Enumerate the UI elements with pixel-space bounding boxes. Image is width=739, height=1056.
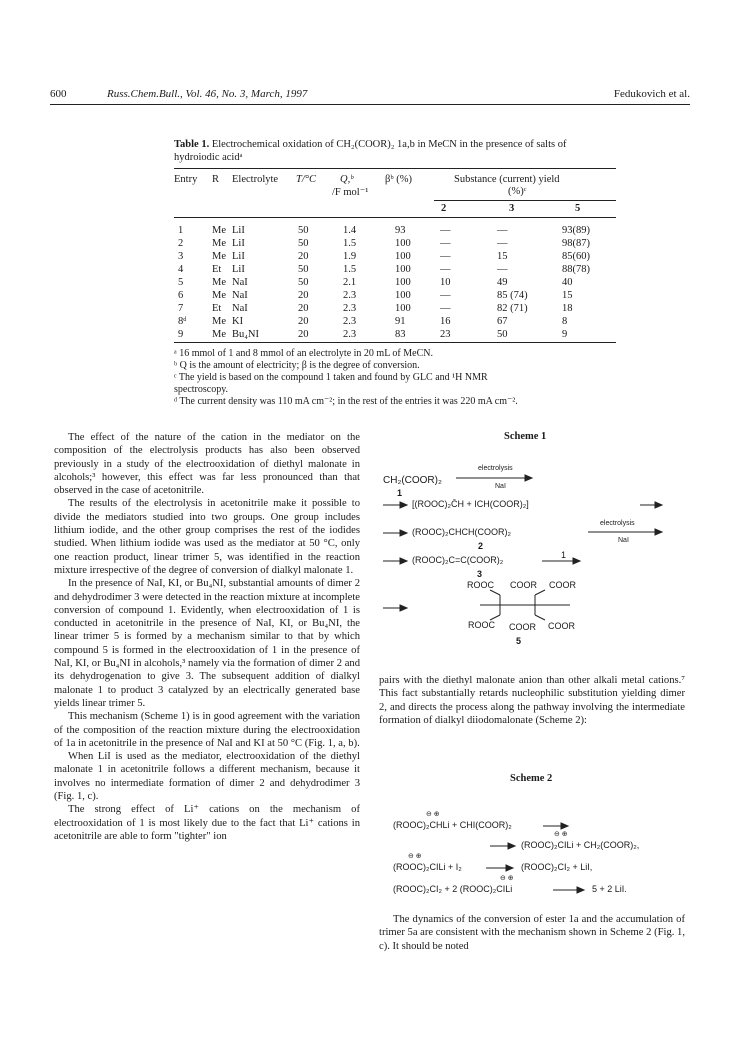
cell-r: Me [212, 251, 226, 262]
cell-entry: 7 [178, 303, 184, 314]
cell-temp: 20 [298, 316, 309, 327]
cell-entry: 1 [178, 225, 184, 236]
col-header-q-unit: /F mol⁻¹ [332, 187, 369, 198]
paragraph: The dynamics of the conversion of ester 1a and the accumulation of trimer 5a are consistent with the mechanism shown in Scheme 2 (Fig. 1, c). It should be noted [379, 914, 685, 952]
paragraph: pairs with the diethyl malonate anion than other alkali metal cations.⁷ This fact substantially retards nucleophilic substitution yielding dimer 2, and directs the process along the pathway involving the intermediate formation of dialkyl diiodomalonate (Scheme 2): [379, 675, 685, 726]
table-caption-text: Electrochemical oxidation of CH₂(COOR)₂ 1a,b in MeCN in the presence of salts of hydroiodic acidᵃ [174, 139, 567, 163]
cell-entry: 6 [178, 290, 184, 301]
cell-yield-2: — [440, 251, 451, 262]
cell-yield-5: 15 [562, 290, 573, 301]
cell-temp: 20 [298, 251, 309, 262]
cell-temp: 20 [298, 290, 309, 301]
cell-yield-3: — [497, 238, 508, 249]
scheme1-trimer-bot-right: COOR [548, 621, 575, 631]
cell-q: 2.3 [343, 290, 357, 301]
paragraph: The results of the electrolysis in acetonitrile make it possible to divide the mediators studied into two groups. One group includes lithium iodide, and the other group comprises the rest of the iodides studied. When lithium iodide was used as the mediator at 50 °C, only one reaction product, linear trimer 5, was identified in the reaction mixture irrespective of the degree of conversion of dialkyl malonate 1. [54, 498, 360, 576]
col-header-2: 2 [441, 203, 447, 214]
scheme1-label-3: 3 [477, 569, 483, 579]
scheme1-trimer-bot-left: ROOC [468, 620, 495, 630]
scheme2-line2: (ROOC)₂CILi + CH₂(COOR)₂, [521, 840, 640, 850]
table-label: Table 1. [174, 139, 210, 150]
cell-beta: 100 [395, 238, 411, 249]
footnote-b: ᵇ Q is the amount of electricity; β is the degree of conversion. [174, 360, 420, 371]
cell-entry: 2 [178, 238, 184, 249]
scheme1-step3: (ROOC)₂C=C(COOR)₂ [412, 555, 504, 565]
cell-entry: 9 [178, 329, 184, 340]
scheme2-charges-1: ⊖ ⊕ [426, 811, 440, 818]
cell-temp: 20 [298, 303, 309, 314]
cell-q: 1.4 [343, 225, 357, 236]
scheme2-charges-4: ⊖ ⊕ [500, 875, 514, 882]
cell-beta: 100 [395, 303, 411, 314]
cell-temp: 50 [298, 277, 309, 288]
cell-electrolyte: NaI [232, 303, 248, 314]
scheme2-line3b: (ROOC)₂CI₂ + LiI, [521, 862, 593, 872]
cell-yield-3: 15 [497, 251, 508, 262]
cell-r: Me [212, 277, 226, 288]
scheme1-label-5: 5 [516, 636, 522, 646]
cell-yield-2: — [440, 303, 451, 314]
footnote-d: ᵈ The current density was 110 mA cm⁻²; in the rest of the entries it was 220 mA cm⁻². [174, 396, 518, 407]
scheme1-trimer-top-mid: COOR [510, 580, 537, 590]
cell-q: 1.9 [343, 251, 357, 262]
cell-electrolyte: NaI [232, 290, 248, 301]
cell-r: Me [212, 290, 226, 301]
paragraph: In the presence of NaI, KI, or Bu₄NI, substantial amounts of dimer 2 and dehydrodimer 3 were detected in the reaction mixture at incomplete conversion of compound 1. Evidently, when electrooxidation of 1 is conducted in acetonitrile in the presence of NaI, KI, or Bu₄NI, the linear trimer 5 is formed by a mechanism similar to that by which compound 5 is formed in the electrooxidation of 1 in the presence of NaI, KI, or Bu₄NI in alcohols,³ namely via the formation of dimer 2 and its dehydrogenation to give 3. The subsequent addition of dialkyl malonate 1 to product 3 catalyzed by an electrically generated base yields linear trimer 5. [54, 578, 360, 709]
cell-yield-3: — [497, 264, 508, 275]
col-header-substance: Substance (current) yield [454, 174, 560, 185]
cell-yield-3: — [497, 225, 508, 236]
scheme1-arrow2-top: electrolysis [600, 520, 635, 527]
cell-yield-5: 9 [562, 329, 568, 340]
cell-entry: 5 [178, 277, 184, 288]
cell-r: Me [212, 329, 226, 340]
cell-yield-5: 40 [562, 277, 573, 288]
cell-yield-2: — [440, 225, 451, 236]
scheme1-start: CH₂(COOR)₂ [383, 475, 442, 486]
scheme2-line1: (ROOC)₂CHLi + CHI(COOR)₂ [393, 820, 512, 830]
cell-yield-5: 85(60) [562, 251, 590, 262]
cell-electrolyte: KI [232, 316, 244, 327]
scheme2-line4b: 5 + 2 LiI. [592, 884, 627, 894]
cell-electrolyte: LiI [232, 264, 245, 275]
cell-r: Et [212, 264, 222, 275]
cell-entry: 3 [178, 251, 184, 262]
scheme1-trimer-bot-mid: COOR [509, 622, 536, 632]
cell-yield-5: 8 [562, 316, 568, 327]
scheme1-arrow3-top: 1 [561, 550, 567, 560]
cell-beta: 100 [395, 277, 411, 288]
cell-electrolyte: Bu₄NI [232, 329, 259, 340]
scheme2-charges-3: ⊖ ⊕ [408, 853, 422, 860]
paragraph: When LiI is used as the mediator, electrooxidation of the diethyl malonate 1 in acetonitrile follows a different mechanism, because it involves no intermediate formation of dimer 2 and dehydrodimer 3 (Fig. 1, c). [54, 751, 360, 803]
cell-beta: 100 [395, 264, 411, 275]
cell-q: 1.5 [343, 238, 357, 249]
cell-entry: 4 [178, 264, 184, 275]
journal-citation: Russ.Chem.Bull., Vol. 46, No. 3, March, 1997 [107, 88, 308, 100]
cell-r: Me [212, 238, 226, 249]
cell-beta: 100 [395, 290, 411, 301]
scheme1-step1: [(ROOC)₂C̄H + ICH(COOR)₂] [412, 499, 529, 509]
running-authors: Fedukovich et al. [613, 88, 690, 100]
cell-r: Me [212, 225, 226, 236]
cell-yield-3: 49 [497, 277, 508, 288]
cell-yield-2: 23 [440, 329, 451, 340]
cell-yield-2: 16 [440, 316, 451, 327]
cell-temp: 50 [298, 238, 309, 249]
cell-beta: 91 [395, 316, 406, 327]
cell-yield-2: 10 [440, 277, 451, 288]
col-header-beta: βᵇ (%) [385, 174, 412, 185]
footnote-a: ᵃ 16 mmol of 1 and 8 mmol of an electrolyte in 20 mL of MeCN. [174, 348, 433, 359]
col-header-substance-unit: (%)ᶜ [508, 186, 527, 197]
scheme2-charges-2: ⊖ ⊕ [554, 831, 568, 838]
cell-yield-3: 82 (71) [497, 303, 528, 314]
col-header-electrolyte: Electrolyte [232, 174, 279, 185]
cell-q: 2.1 [343, 277, 357, 288]
cell-yield-3: 50 [497, 329, 508, 340]
cell-yield-5: 98(87) [562, 238, 590, 249]
scheme-2-title: Scheme 2 [510, 773, 553, 784]
cell-electrolyte: LiI [232, 225, 245, 236]
cell-yield-5: 88(78) [562, 264, 590, 275]
cell-electrolyte: NaI [232, 277, 248, 288]
cell-r: Me [212, 316, 226, 327]
cell-temp: 50 [298, 264, 309, 275]
cell-beta: 100 [395, 251, 411, 262]
cell-beta: 93 [395, 225, 406, 236]
right-column-text-2 [379, 913, 685, 953]
col-header-entry: Entry [174, 174, 198, 185]
scheme1-label-1: 1 [397, 488, 403, 498]
cell-q: 2.3 [343, 316, 357, 327]
cell-yield-3: 67 [497, 316, 508, 327]
cell-entry: 8ᵈ [178, 316, 187, 327]
paragraph: The strong effect of Li⁺ cations on the mechanism of electrooxidation of 1 is most likely due to the fact that Li⁺ cations in acetonitrile are able to form "tighter" ion [54, 804, 360, 842]
scheme1-trimer-top-right: COOR [549, 580, 576, 590]
scheme1-label-2: 2 [478, 541, 484, 551]
cell-yield-3: 85 (74) [497, 290, 528, 301]
cell-yield-5: 18 [562, 303, 573, 314]
cell-yield-2: — [440, 290, 451, 301]
cell-electrolyte: LiI [232, 238, 245, 249]
cell-r: Et [212, 303, 222, 314]
scheme1-step2: (ROOC)₂CHCH(COOR)₂ [412, 527, 511, 537]
cell-electrolyte: LiI [232, 251, 245, 262]
scheme2-line3a: (ROOC)₂CILi + I₂ [393, 862, 462, 872]
col-header-3: 3 [509, 203, 515, 214]
col-header-temp: T/°C [296, 174, 316, 185]
cell-yield-2: — [440, 264, 451, 275]
scheme1-arrow1-top: electrolysis [478, 465, 513, 472]
scheme2-line4a: (ROOC)₂CI₂ + 2 (ROOC)₂CILi [393, 884, 513, 894]
scheme1-arrow2-bottom: NaI [618, 537, 629, 544]
scheme-1-title: Scheme 1 [504, 431, 547, 442]
scheme1-trimer-top-left: ROOC [467, 580, 494, 590]
cell-beta: 83 [395, 329, 406, 340]
cell-q: 2.3 [343, 303, 357, 314]
cell-temp: 50 [298, 225, 309, 236]
cell-yield-2: — [440, 238, 451, 249]
col-header-5: 5 [575, 203, 581, 214]
cell-q: 1.5 [343, 264, 357, 275]
cell-yield-5: 93(89) [562, 225, 590, 236]
page-number: 600 [50, 88, 67, 100]
paragraph: The effect of the nature of the cation in the mediator on the composition of the electrolysis products has also been observed previously in a study of the electrooxidation of diethyl malonate in alcohols;³ however, this effect was far less pronounced than that observed in the case of acetonitrile. [54, 432, 360, 497]
cell-q: 2.3 [343, 329, 357, 340]
scheme1-arrow1-bottom: NaI [495, 483, 506, 490]
cell-temp: 20 [298, 329, 309, 340]
col-header-r: R [212, 174, 220, 185]
paragraph: This mechanism (Scheme 1) is in good agreement with the variation of the composition of the reaction mixture during the electrooxidation of 1a in acetonitrile in the presence of NaI and KI at 50 °C (Fig. 1, a, b). [54, 711, 360, 749]
col-header-q: Q,ᵇ [340, 174, 354, 185]
footnote-c: ᶜ The yield is based on the compound 1 taken and found by GLC and ¹H NMR spectroscopy. [174, 372, 488, 395]
